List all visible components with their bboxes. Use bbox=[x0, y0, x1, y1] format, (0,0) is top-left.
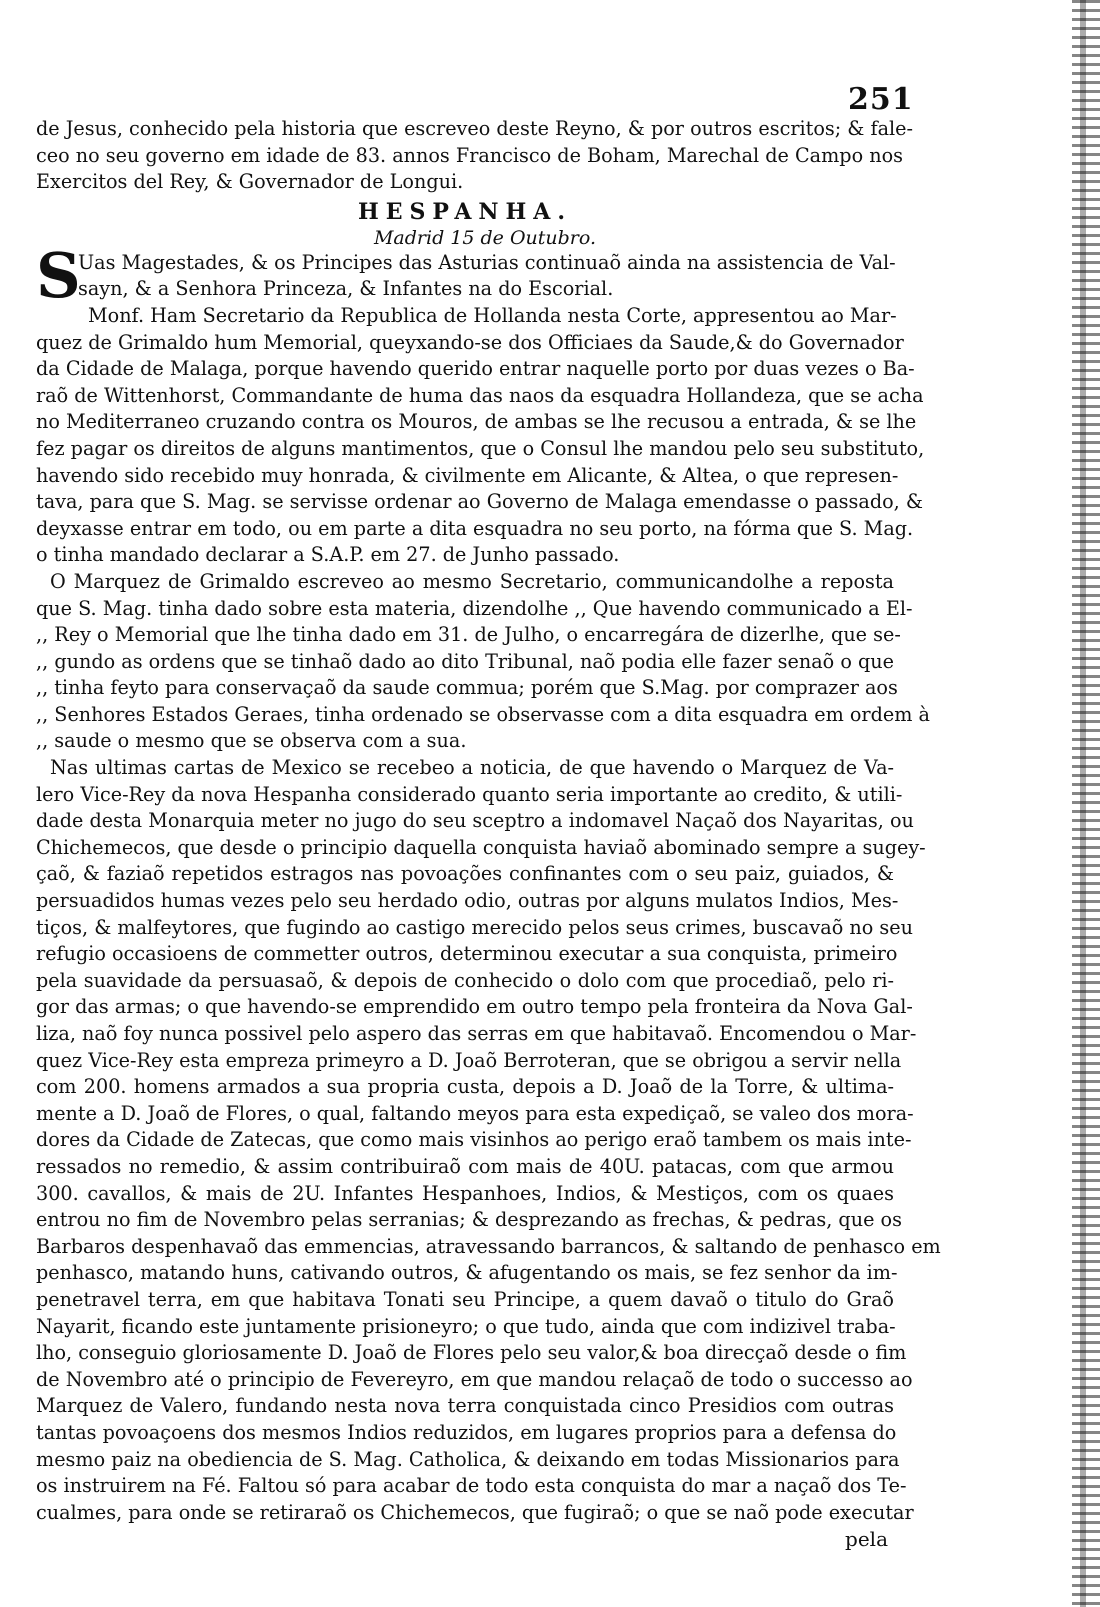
body-text bbox=[36, 116, 941, 1554]
text-line: pela suavidade da persuasaõ, & depois de conhecido o dolo com que procediaõ, pelo ri- bbox=[36, 968, 894, 992]
text-line: quez de Grimaldo hum Memorial, queyxando-se dos Officiaes da Saude,& do Governador bbox=[36, 330, 904, 354]
text-line: Exercitos del Rey, & Governador de Longui. bbox=[36, 170, 464, 194]
text-line: Marquez de Valero, fundando nesta nova terra conquistada cinco Presidios com outras bbox=[36, 1394, 894, 1418]
text-line: ,, tinha feyto para conservaçaõ da saude commua; porém que S.Mag. por comprazer aos bbox=[36, 676, 898, 700]
paragraph-reply bbox=[36, 569, 930, 755]
text-line: entrou no fim de Novembro pelas serranias; & desprezando as frechas, & pedras, que os bbox=[36, 1208, 902, 1232]
text-line: cualmes, para onde se retiraraõ os Chichemecos, que fugiraõ; o que se naõ pode executar bbox=[36, 1500, 914, 1524]
text-line: gor das armas; o que havendo-se emprendido em outro tempo pela fronteira da Nova Gal- bbox=[36, 995, 913, 1019]
text-line: da Cidade de Malaga, porque havendo querido entrar naquelle porto por duas vezes o Ba- bbox=[36, 357, 915, 381]
dateline: Madrid 15 de Outubro. bbox=[373, 226, 597, 249]
text-line: mente a D. Joaõ de Flores, o qual, faltando meyos para esta expediçaõ, se valeo dos mora- bbox=[36, 1101, 914, 1125]
page-edge-shadow bbox=[1072, 0, 1100, 1607]
text-line: de Jesus, conhecido pela historia que escreveo deste Reyno, & por outros escritos; & fale- bbox=[36, 117, 913, 140]
text-line: refugio occasioens de commetter outros, determinou executar a sua conquista, primeiro bbox=[36, 942, 898, 966]
section-heading: HESPANHA. bbox=[357, 198, 573, 225]
text-line: çaõ, & faziaõ repetidos estragos nas povoações confinantes com o seu paiz, guiados, & bbox=[36, 862, 894, 886]
text-line: havendo sido recebido muy honrada, & civilmente em Alicante, & Altea, o que represen- bbox=[36, 463, 899, 487]
catchword: pela bbox=[845, 1527, 888, 1552]
text-line: ceo no seu governo em idade de 83. annos Francisco de Boham, Marechal de Campo nos bbox=[36, 143, 903, 167]
text-line: que S. Mag. tinha dado sobre esta materia, dizendolhe ,, Que havendo communicado a El- bbox=[36, 596, 913, 620]
text-line: ,, Senhores Estados Geraes, tinha ordenado se observasse com a dita esquadra em ordem à bbox=[36, 702, 930, 726]
text-line: com 200. homens armados a sua propria custa, depois a D. Joaõ de la Torre, & ultima- bbox=[36, 1075, 894, 1099]
text-line: tava, para que S. Mag. se servisse ordenar ao Governo de Malaga emendasse o passado, & bbox=[36, 490, 923, 514]
paragraph-mexico bbox=[36, 755, 941, 1526]
text-line: de Novembro até o principio de Fevereyro, em que mandou relaçaõ de todo o successo ao bbox=[36, 1367, 913, 1391]
text-line: persuadidos humas vezes pelo seu herdado odio, outras por alguns mulatos Indios, Mes- bbox=[36, 889, 899, 913]
text-line: lero Vice-Rey da nova Hespanha considerado quanto seria importante ao credito, & utili- bbox=[36, 782, 903, 806]
text-line: ,, gundo as ordens que se tinhaõ dado ao dito Tribunal, naõ podia elle fazer senaõ o que bbox=[36, 649, 894, 673]
text-line: Barbaros despenhavaõ das emmencias, atravessando barrancos, & saltando de penhasco em bbox=[36, 1234, 941, 1258]
paragraph-memorial bbox=[36, 303, 925, 569]
text-line: 300. cavallos, & mais de 2U. Infantes Hespanhoes, Indios, & Mestiços, com os quaes bbox=[36, 1181, 894, 1205]
page-edge-line bbox=[1080, 0, 1086, 1607]
catchword-row bbox=[36, 1526, 894, 1554]
text-line: os instruirem na Fé. Faltou só para acabar de todo esta conquista do mar a naçaõ dos Te- bbox=[36, 1474, 907, 1498]
text-line: liza, naõ foy nunca possivel pelo aspero das serras em que habitavaõ. Encomendou o Mar- bbox=[36, 1022, 917, 1045]
text-line: penetravel terra, em que habitava Tonati seu Principe, a quem davaõ o titulo do Graõ bbox=[36, 1287, 894, 1311]
text-line: O Marquez de Grimaldo escreveo ao mesmo Secretario, communicandolhe a reposta bbox=[50, 569, 894, 593]
text-line: tantas povoaçoens dos mesmos Indios reduzidos, em lugares proprios para a defensa do bbox=[36, 1420, 897, 1444]
text-line: ,, Rey o Memorial que lhe tinha dado em 31. de Julho, o encarregára de dizerlhe, que se- bbox=[36, 623, 901, 647]
text-line: Nas ultimas cartas de Mexico se recebeo a noticia, de que havendo o Marquez de Va- bbox=[50, 756, 894, 780]
text-line: deyxasse entrar em todo, ou em parte a dita esquadra no seu porto, na fórma que S. Mag. bbox=[36, 516, 914, 540]
text-line: ressados no remedio, & assim contribuiraõ com mais de 40U. patacas, com que armou bbox=[36, 1154, 894, 1178]
text-line: dores da Cidade de Zatecas, que como mais visinhos ao perigo eraõ tambem os mais inte- bbox=[36, 1128, 912, 1152]
text-line: no Mediterraneo cruzando contra os Mouros, de ambas se lhe recusou a entrada, & se lhe bbox=[36, 410, 917, 434]
page-number: 251 bbox=[848, 82, 914, 117]
text-line: Nayarit, ficando este juntamente prisioneyro; o que tudo, ainda que com indizivel traba- bbox=[36, 1314, 896, 1338]
text-line: ,, saude o mesmo que se observa com a sua. bbox=[36, 729, 467, 753]
text-line: quez Vice-Rey esta empreza primeyro a D. Joaõ Berroteran, que se obrigou a servir nella bbox=[36, 1048, 902, 1072]
text-line: Monf. Ham Secretario da Republica de Hollanda nesta Corte, appresentou ao Mar- bbox=[88, 303, 897, 327]
opening-paragraph bbox=[36, 238, 896, 312]
top-paragraph bbox=[36, 116, 913, 196]
drop-cap: S bbox=[36, 238, 81, 312]
text-line: o tinha mandado declarar a S.A.P. em 27. de Junho passado. bbox=[36, 543, 620, 567]
text-line: lho, conseguio gloriosamente D. Joaõ de Flores pelo seu valor,& boa direcçaõ desde o fim bbox=[36, 1341, 907, 1365]
text-line: Chichemecos, que desde o principio daquella conquista haviaõ abominado sempre a sugey- bbox=[36, 835, 926, 859]
text-line: Uas Magestades, & os Principes das Asturias continuaõ ainda na assistencia de Val- bbox=[78, 250, 896, 274]
text-line: tiços, & malfeytores, que fugindo ao castigo merecido pelos seus crimes, buscavaõ no seu bbox=[36, 915, 913, 939]
text-line: penhasco, matando huns, cativando outros, & afugentando os mais, se fez senhor da im- bbox=[36, 1261, 898, 1285]
text-line: sayn, & a Senhora Princeza, & Infantes na do Escorial. bbox=[78, 277, 614, 301]
text-line: fez pagar os direitos de alguns mantimentos, que o Consul lhe mandou pelo seu substituto, bbox=[36, 436, 925, 460]
text-line: mesmo paiz na obediencia de S. Mag. Catholica, & deixando em todas Missionarios para bbox=[36, 1447, 900, 1471]
text-line: raõ de Wittenhorst, Commandante de huma das naos da esquadra Hollandeza, que se acha bbox=[36, 383, 924, 407]
text-line: dade desta Monarquia meter no jugo do seu sceptro a indomavel Naçaõ dos Nayaritas, ou bbox=[36, 809, 914, 833]
